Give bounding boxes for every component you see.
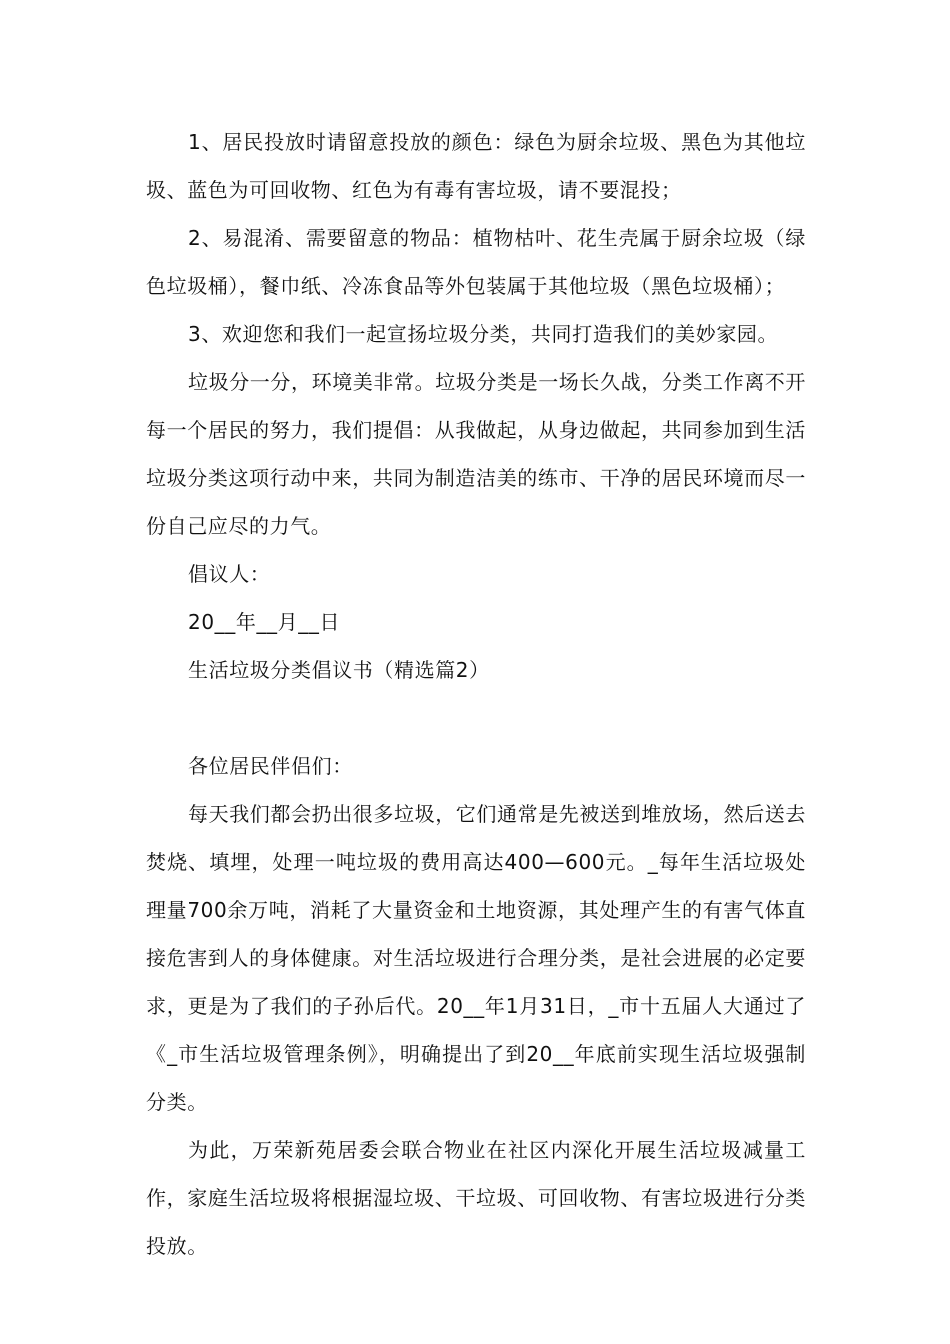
paragraph-background: 每天我们都会扔出很多垃圾，它们通常是先被送到堆放场，然后送去焚烧、填埋，处理一吨垃圾的费用高达400—600元。_每年生活垃圾处理量700余万吨，消耗了大量资金和土地资源，其处理产生的有害气体直接危害到人的身体健康。对生活垃圾进行合理分类，是社会进展的必定要求，更是为了我们的子孙后代。20__年1月31日，_市十五届人大通过了《_市生活垃圾管理条例》，明确提出了到20__年底前实现生活垃圾强制分类。 xyxy=(146,802,806,1114)
paragraph-appeal: 垃圾分一分，环境美非常。垃圾分类是一场长久战，分类工作离不开每一个居民的努力，我们提倡：从我做起，从身边做起，共同参加到生活垃圾分类这项行动中来，共同为制造洁美的练市、干净的居民环境而尽一份自己应尽的力气。 xyxy=(146,370,806,538)
initiator-label: 倡议人： xyxy=(188,562,271,586)
section-title: 生活垃圾分类倡议书（精选篇2） xyxy=(188,658,490,682)
paragraph-initiative: 为此，万荣新苑居委会联合物业在社区内深化开展生活垃圾减量工作，家庭生活垃圾将根据湿垃圾、干垃圾、可回收物、有害垃圾进行分类投放。 xyxy=(146,1138,806,1258)
paragraph-rule-1: 1、居民投放时请留意投放的颜色：绿色为厨余垃圾、黑色为其他垃圾、蓝色为可回收物、红色为有毒有害垃圾，请不要混投； xyxy=(146,130,806,202)
document-body xyxy=(146,118,806,1270)
date-line: 20__年__月__日 xyxy=(188,610,341,634)
paragraph-rule-3: 3、欢迎您和我们一起宣扬垃圾分类，共同打造我们的美妙家园。 xyxy=(188,322,779,346)
paragraph-rule-2: 2、易混淆、需要留意的物品：植物枯叶、花生壳属于厨余垃圾（绿色垃圾桶），餐巾纸、冷冻食品等外包装属于其他垃圾（黑色垃圾桶）； xyxy=(146,226,806,298)
salutation: 各位居民伴侣们： xyxy=(188,754,353,778)
blank-line xyxy=(146,694,806,742)
